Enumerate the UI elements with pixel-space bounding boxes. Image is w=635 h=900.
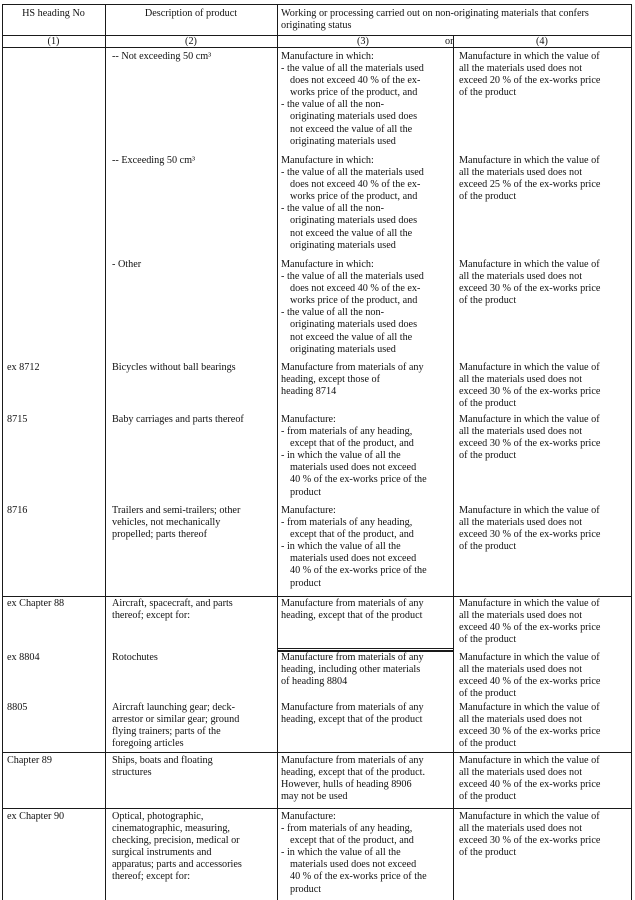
cell-line: originating materials used does (290, 215, 418, 227)
cell-line: Manufacture in which the value of (459, 51, 600, 62)
cell-line: originating materials used (290, 343, 396, 355)
cell-line: - Other (112, 259, 142, 270)
row-6-col4 (459, 598, 600, 646)
row-2-description (112, 259, 141, 271)
row-2-col3 (281, 259, 424, 356)
cell-line: heading, including other materials (281, 664, 421, 676)
cell-line: - from materials of any heading, (281, 426, 413, 438)
cell-line: exceed 30 % of the ex-works price (459, 835, 601, 847)
cell-line: works price of the product, and (290, 295, 418, 307)
cell-line: -- Not exceeding 50 cm³ (112, 51, 212, 62)
cell-line: - the value of all the materials used (281, 167, 424, 179)
cell-line: heading, except that of the product. (281, 767, 425, 779)
cell-line: originating materials used does (290, 111, 418, 123)
cell-line: Manufacture: (281, 414, 336, 425)
cell-line: of the product (459, 847, 517, 859)
cell-line: of the product (459, 191, 517, 203)
row-1-col4 (459, 155, 600, 203)
row-6-description (112, 598, 233, 622)
cell-line: - from materials of any heading, (281, 823, 413, 835)
row-4-heading: 8715 (7, 414, 28, 425)
cell-line: Manufacture in which the value of (459, 414, 600, 425)
row-10-description (112, 811, 242, 884)
cell-line: product (290, 577, 322, 589)
cell-line: exceed 40 % of the ex-works price (459, 779, 601, 791)
row-7-heading: ex 8804 (7, 652, 40, 663)
row-6-col3 (281, 598, 424, 622)
cell-line: Manufacture from materials of any (281, 598, 424, 609)
cell-line: Manufacture from materials of any (281, 652, 424, 663)
cell-line: structures (112, 767, 152, 779)
cell-line: Aircraft launching gear; deck- (112, 702, 236, 713)
header-or: or (445, 36, 454, 47)
cell-line: of the product (459, 634, 517, 646)
cell-line: - in which the value of all the (281, 450, 401, 462)
cell-line: exceed 30 % of the ex-works price (459, 283, 601, 295)
row-4-description (112, 414, 244, 426)
table-left-border (2, 4, 3, 900)
cell-line: Manufacture in which the value of (459, 755, 600, 766)
cell-line: Manufacture: (281, 811, 336, 822)
row-10-col3 (281, 811, 427, 896)
cell-line: of the product (459, 295, 517, 307)
cell-line: of the product (459, 791, 517, 803)
cell-line: checking, precision, medical or (112, 835, 240, 847)
cell-line: heading, except that of the product (281, 610, 423, 622)
cell-line: Bicycles without ball bearings (112, 362, 236, 373)
cell-line: 40 % of the ex-works price of the (290, 871, 427, 883)
cell-line: of heading 8804 (281, 676, 348, 688)
cell-line: - the value of all the materials used (281, 271, 424, 283)
cell-line: Rotochutes (112, 652, 158, 663)
row-7-col3 (281, 652, 424, 688)
row-4-col4 (459, 414, 600, 462)
cell-line: except that of the product, and (290, 529, 414, 541)
cell-line: apparatus; parts and accessories (112, 859, 242, 871)
row-8-col3 (281, 702, 424, 726)
cell-line: cinematographic, measuring, (112, 823, 230, 835)
row-10-heading: ex Chapter 90 (7, 811, 65, 822)
cell-line: not exceed the value of all the (290, 227, 413, 239)
row-5-col3 (281, 505, 427, 590)
cell-line: thereof; except for: (112, 610, 191, 622)
cell-line: product (290, 883, 322, 895)
header-col-number-2: (2) (185, 36, 197, 47)
row-1-col3 (281, 155, 424, 252)
row-9-col4 (459, 755, 600, 803)
row-5-description (112, 505, 240, 541)
cell-line: foregoing articles (112, 738, 184, 750)
row-4-col3 (281, 414, 427, 499)
cell-line: arrestor or similar gear; ground (112, 714, 240, 726)
cell-line: all the materials used does not (459, 63, 583, 75)
cell-line: of the product (459, 87, 517, 99)
cell-line: Manufacture in which the value of (459, 811, 600, 822)
cell-line: all the materials used does not (459, 664, 583, 676)
cell-line: Manufacture in which the value of (459, 259, 600, 270)
cell-line: - the value of all the non- (281, 203, 384, 215)
row-1-description (112, 155, 195, 167)
cell-line: vehicles, not mechanically (112, 517, 221, 529)
cell-line: Manufacture in which the value of (459, 362, 600, 373)
row-3-heading: ex 8712 (7, 362, 40, 373)
cell-line: Manufacture: (281, 505, 336, 516)
header-col-number-4: (4) (536, 36, 548, 47)
cell-line: all the materials used does not (459, 610, 583, 622)
cell-line: exceed 40 % of the ex-works price (459, 676, 601, 688)
row-5-col4 (459, 505, 600, 553)
cell-line: product (290, 486, 322, 498)
cell-line: Baby carriages and parts thereof (112, 414, 244, 425)
cell-line: not exceed the value of all the (290, 123, 413, 135)
cell-line: does not exceed 40 % of the ex- (290, 283, 421, 295)
cell-line: Manufacture in which: (281, 51, 374, 62)
cell-line: However, hulls of heading 8906 (281, 779, 412, 791)
cell-line: Trailers and semi-trailers; other (112, 505, 241, 516)
cell-line: exceed 30 % of the ex-works price (459, 529, 601, 541)
cell-line: Manufacture from materials of any (281, 362, 424, 373)
table-top-border (2, 4, 631, 5)
cell-line: Optical, photographic, (112, 811, 204, 822)
row-8-col4 (459, 702, 600, 750)
header-working-line2: originating status (281, 20, 352, 31)
header-col-number-1: (1) (47, 36, 60, 47)
row-8-description (112, 702, 239, 750)
cell-line: all the materials used does not (459, 271, 583, 283)
row-0-col3 (281, 51, 424, 148)
header-col-number-3: (3) (357, 36, 369, 47)
row-0-description (112, 51, 211, 63)
cell-line: materials used does not exceed (290, 553, 417, 565)
row-7-description (112, 652, 158, 664)
table-right-border (631, 4, 632, 900)
cell-line: -- Exceeding 50 cm³ (112, 155, 196, 166)
cell-line: works price of the product, and (290, 87, 418, 99)
cell-line: Manufacture in which the value of (459, 702, 600, 713)
row-2-col4 (459, 259, 600, 307)
col3-col4-divider (453, 35, 454, 900)
row-6-heading: ex Chapter 88 (7, 598, 65, 609)
row-separator-chapter-89 (2, 752, 631, 753)
cell-line: propelled; parts thereof (112, 529, 208, 541)
cell-line: originating materials used does (290, 319, 418, 331)
col1-col2-divider (105, 4, 106, 900)
cell-line: - the value of all the materials used (281, 63, 424, 75)
cell-line: Manufacture in which the value of (459, 155, 600, 166)
cell-line: may not be used (281, 791, 348, 803)
cell-line: surgical instruments and (112, 847, 212, 859)
row-10-col4 (459, 811, 600, 859)
cell-line: of the product (459, 541, 517, 553)
cell-line: Manufacture in which the value of (459, 652, 600, 663)
row-separator-ex-chapter-88 (2, 596, 631, 597)
cell-line: heading, except those of (281, 374, 381, 386)
cell-line: - from materials of any heading, (281, 517, 413, 529)
cell-line: originating materials used (290, 239, 396, 251)
row-9-col3 (281, 755, 425, 803)
row-0-col4 (459, 51, 600, 99)
cell-line: all the materials used does not (459, 517, 583, 529)
cell-line: of the product (459, 450, 517, 462)
cell-line: heading, except that of the product (281, 714, 423, 726)
cell-line: exceed 25 % of the ex-works price (459, 179, 601, 191)
cell-line: Manufacture in which: (281, 259, 374, 270)
cell-line: not exceed the value of all the (290, 331, 413, 343)
header-working-line1: Working or processing carried out on non-originating materials that confers (281, 8, 589, 19)
cell-line: except that of the product, and (290, 835, 414, 847)
cell-line: all the materials used does not (459, 167, 583, 179)
cell-line: exceed 40 % of the ex-works price (459, 622, 601, 634)
col2-col3-divider (277, 4, 278, 900)
cell-line: exceed 30 % of the ex-works price (459, 726, 601, 738)
header-description: Description of product (144, 8, 238, 19)
cell-line: heading 8714 (281, 386, 337, 398)
cell-line: Aircraft, spacecraft, and parts (112, 598, 233, 609)
cell-line: Manufacture in which: (281, 155, 374, 166)
cell-line: all the materials used does not (459, 714, 583, 726)
cell-line: all the materials used does not (459, 767, 583, 779)
cell-line: all the materials used does not (459, 823, 583, 835)
cell-line: does not exceed 40 % of the ex- (290, 75, 421, 87)
cell-line: 40 % of the ex-works price of the (290, 474, 427, 486)
row-9-description (112, 755, 213, 779)
cell-line: originating materials used (290, 135, 396, 147)
cell-line: thereof; except for: (112, 871, 191, 883)
cell-line: exceed 30 % of the ex-works price (459, 386, 601, 398)
cell-line: Manufacture from materials of any (281, 702, 424, 713)
cell-line: does not exceed 40 % of the ex- (290, 179, 421, 191)
cell-line: - in which the value of all the (281, 847, 401, 859)
row-7-col4 (459, 652, 600, 700)
row-3-col3 (281, 362, 424, 398)
cell-line: except that of the product, and (290, 438, 414, 450)
cell-line: works price of the product, and (290, 191, 418, 203)
cell-line: exceed 30 % of the ex-works price (459, 438, 601, 450)
row-separator-ex-chapter-90 (2, 808, 631, 809)
row-5-heading: 8716 (7, 505, 28, 516)
cell-line: Manufacture in which the value of (459, 598, 600, 609)
cell-line: Manufacture from materials of any (281, 755, 424, 766)
cell-line: materials used does not exceed (290, 462, 417, 474)
cell-line: exceed 20 % of the ex-works price (459, 75, 601, 87)
cell-line: Manufacture in which the value of (459, 505, 600, 516)
cell-line: - the value of all the non- (281, 99, 384, 111)
cell-line: of the product (459, 398, 517, 410)
cell-line: all the materials used does not (459, 374, 583, 386)
cell-line: all the materials used does not (459, 426, 583, 438)
cell-line: flying trainers; parts of the (112, 726, 221, 738)
cell-line: of the product (459, 688, 517, 700)
cell-line: materials used does not exceed (290, 859, 417, 871)
header-hs-heading-no: HS heading No (22, 8, 85, 19)
col3-separator-ex-8804 (277, 648, 454, 649)
cell-line: - the value of all the non- (281, 307, 384, 319)
row-3-description (112, 362, 236, 374)
row-8-heading: 8805 (7, 702, 28, 713)
row-3-col4 (459, 362, 600, 410)
cell-line: Ships, boats and floating (112, 755, 213, 766)
row-9-heading: Chapter 89 (7, 755, 52, 766)
cell-line: 40 % of the ex-works price of the (290, 565, 427, 577)
cell-line: - in which the value of all the (281, 541, 401, 553)
cell-line: of the product (459, 738, 517, 750)
